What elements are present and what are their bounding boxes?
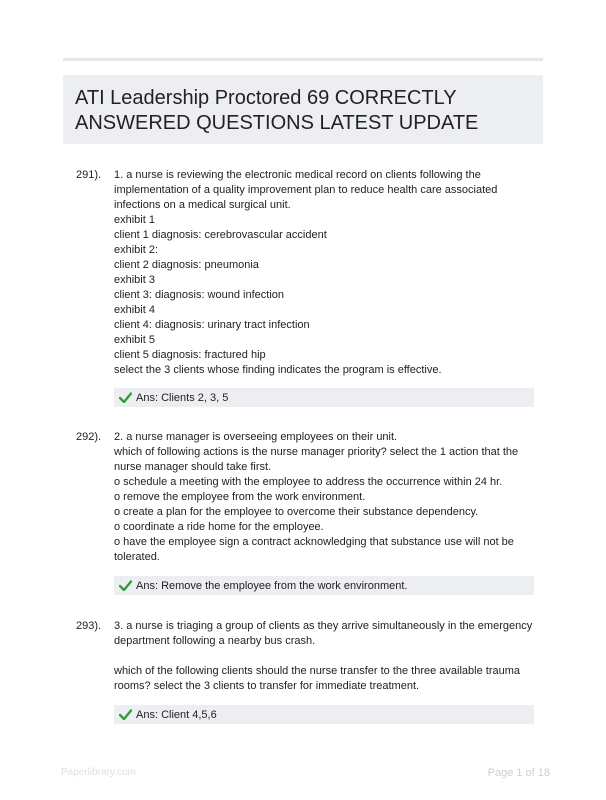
document-title-line-2: ANSWERED QUESTIONS LATEST UPDATE bbox=[75, 112, 479, 134]
question-line: exhibit 4 bbox=[114, 304, 155, 316]
question-line: which of following actions is the nurse manager priority? select the 1 action that the bbox=[114, 446, 519, 458]
question-line: o create a plan for the employee to overcome their substance dependency. bbox=[114, 506, 479, 518]
question-number: 293). bbox=[76, 620, 102, 632]
check-icon bbox=[119, 709, 132, 720]
question-line: exhibit 5 bbox=[114, 334, 155, 346]
question-line: o remove the employee from the work environment. bbox=[114, 491, 366, 503]
question-text bbox=[114, 430, 534, 565]
page-number: Page 1 of 18 bbox=[487, 767, 550, 779]
answer-box bbox=[114, 388, 534, 407]
answer-text: Ans: Clients 2, 3, 5 bbox=[136, 391, 229, 404]
answer-text: Ans: Remove the employee from the work environment. bbox=[136, 579, 408, 592]
document-title-box bbox=[63, 75, 543, 144]
question-line: rooms? select the 3 clients to transfer for immediate treatment. bbox=[114, 680, 420, 692]
question-line: department following a nearby bus crash. bbox=[114, 635, 316, 647]
question-line: 3. a nurse is triaging a group of clients as they arrive simultaneously in the emergency bbox=[114, 620, 533, 632]
question-line: 2. a nurse manager is overseeing employees on their unit. bbox=[114, 431, 398, 443]
question-line: exhibit 1 bbox=[114, 214, 155, 226]
question-line: which of the following clients should the nurse transfer to the three available trauma bbox=[114, 665, 521, 677]
document-title-line-1: ATI Leadership Proctored 69 CORRECTLY bbox=[75, 87, 457, 109]
question-line: implementation of a quality improvement plan to reduce health care associated bbox=[114, 184, 498, 196]
question-text bbox=[114, 619, 534, 694]
check-icon bbox=[119, 580, 132, 591]
question-line: o schedule a meeting with the employee to address the occurrence within 24 hr. bbox=[114, 476, 503, 488]
answer-text: Ans: Client 4,5,6 bbox=[136, 708, 217, 721]
footer-watermark: Paperlibrary.com bbox=[61, 767, 136, 778]
question-line: client 2 diagnosis: pneumonia bbox=[114, 259, 259, 271]
question-line: nurse manager should take first. bbox=[114, 461, 272, 473]
question-line: o coordinate a ride home for the employee. bbox=[114, 521, 324, 533]
question-line: client 5 diagnosis: fractured hip bbox=[114, 349, 266, 361]
question-number: 291). bbox=[76, 169, 102, 181]
check-icon bbox=[119, 392, 132, 403]
question-line bbox=[114, 649, 534, 664]
question-line: exhibit 2: bbox=[114, 244, 159, 256]
top-divider bbox=[63, 58, 543, 61]
question-line: select the 3 clients whose finding indicates the program is effective. bbox=[114, 364, 442, 376]
question-line: client 4: diagnosis: urinary tract infection bbox=[114, 319, 310, 331]
question-line: exhibit 3 bbox=[114, 274, 155, 286]
question-line: o have the employee sign a contract acknowledging that substance use will not be bbox=[114, 536, 514, 548]
question-line: client 3: diagnosis: wound infection bbox=[114, 289, 284, 301]
answer-box bbox=[114, 705, 534, 724]
question-line: client 1 diagnosis: cerebrovascular accident bbox=[114, 229, 327, 241]
answer-box bbox=[114, 576, 534, 595]
question-number: 292). bbox=[76, 431, 102, 443]
question-text bbox=[114, 168, 534, 378]
question-line: infections on a medical surgical unit. bbox=[114, 199, 291, 211]
question-line: tolerated. bbox=[114, 551, 160, 563]
question-line: 1. a nurse is reviewing the electronic medical record on clients following the bbox=[114, 169, 481, 181]
